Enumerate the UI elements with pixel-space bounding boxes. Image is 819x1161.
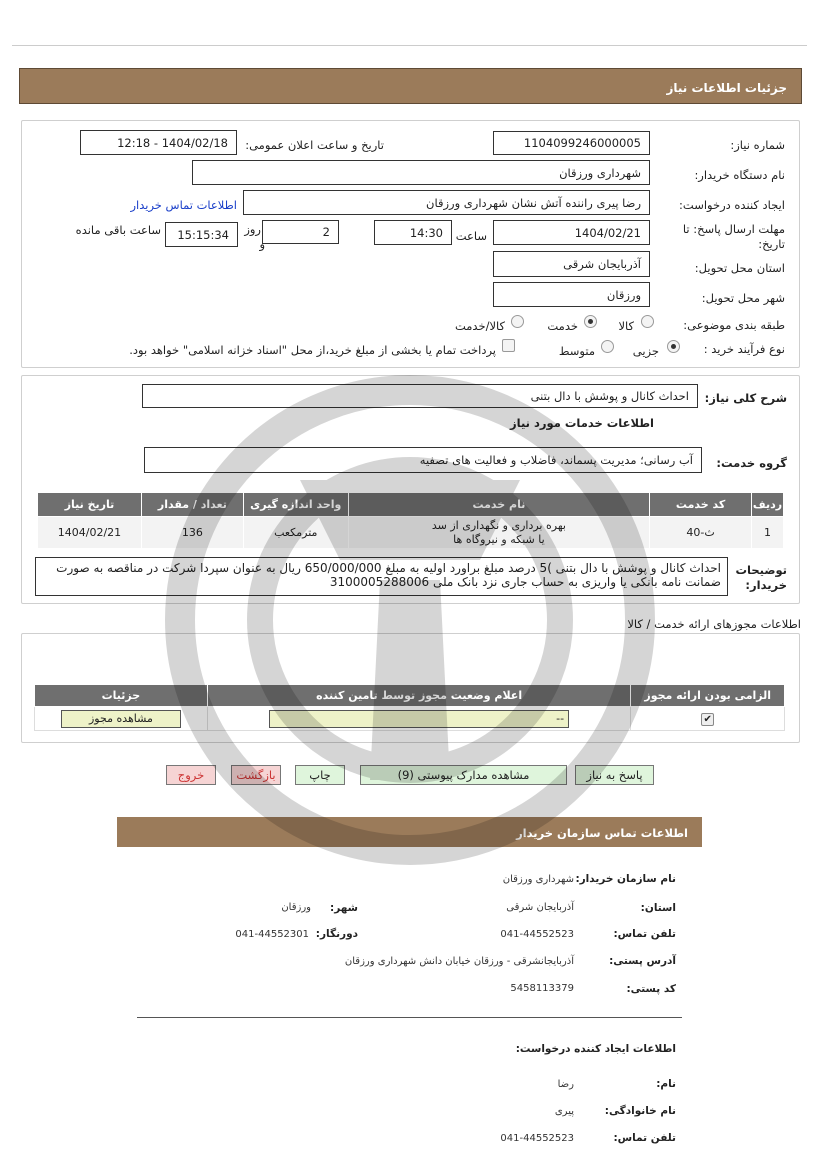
- col-row: ردیف: [752, 493, 784, 517]
- contact-province-value: آذربایجان شرقی: [506, 902, 574, 913]
- cell-code: ث-40: [650, 517, 752, 549]
- buyer-contact-link[interactable]: اطلاعات تماس خریدار: [130, 198, 237, 212]
- announce-date-label: تاریخ و ساعت اعلان عمومی:: [245, 138, 384, 152]
- province-field: آذربایجان شرقی: [493, 251, 650, 277]
- category-label: طبقه بندی موضوعی:: [683, 318, 785, 332]
- buyer-notes-box: احداث کانال و پوشش با دال بتنی )5 درصد مبلغ براورد اولیه به مبلغ 650/000/000 ریال به عنوان سپردا شرکت در مناقصه به صورت ضمانت نامه بانکی یا واریزی به حساب جاری نزد بانک ملی 3100005288006: [35, 557, 728, 596]
- col-date: تاریخ نیاز: [38, 493, 142, 517]
- license-required-cell: [631, 707, 785, 731]
- category-radio-goods[interactable]: [641, 315, 654, 328]
- back-button[interactable]: بازگشت: [231, 765, 281, 785]
- cell-name: [348, 517, 649, 549]
- creator-name-label: نام:: [656, 1078, 676, 1090]
- treasury-payment-checkbox[interactable]: [502, 339, 515, 352]
- category-radio-goods-service[interactable]: [511, 315, 524, 328]
- attachments-button[interactable]: مشاهده مدارک پیوستی (9): [360, 765, 567, 785]
- col-license-details: جزئیات: [35, 685, 208, 707]
- table-row: [35, 707, 785, 731]
- process-option-medium: متوسط: [558, 344, 595, 358]
- buyer-org-field: شهرداری ورزقان: [192, 160, 650, 185]
- contact-header: [117, 817, 702, 847]
- exit-button[interactable]: خروج: [166, 765, 216, 785]
- service-table: [37, 492, 784, 549]
- cell-unit: مترمکعب: [243, 517, 348, 549]
- creator-phone-value: 041-44552523: [500, 1133, 574, 1144]
- contact-phone-label: تلفن تماس:: [613, 928, 676, 940]
- col-license-required: الزامی بودن ارائه مجوز: [631, 685, 785, 707]
- cell-name-line1: بهره برداری و نگهداری از سد: [431, 519, 566, 533]
- col-qty: تعداد / مقدار: [141, 493, 243, 517]
- deadline-time-field: 14:30: [374, 220, 452, 245]
- creator-label: ایجاد کننده درخواست:: [679, 198, 785, 212]
- col-license-status: اعلام وضعیت مجوز توسط تامین کننده: [207, 685, 631, 707]
- contact-postal-label: کد پستی:: [626, 983, 676, 995]
- creator-family-label: نام خانوادگی:: [604, 1105, 676, 1117]
- process-radio-medium[interactable]: [601, 340, 614, 353]
- page-header: [19, 68, 802, 104]
- category-option-goods-service: کالا/خدمت: [454, 319, 505, 333]
- days-field: 2: [262, 220, 339, 244]
- reply-button[interactable]: پاسخ به نیاز: [575, 765, 654, 785]
- cell-row: 1: [752, 517, 784, 549]
- contact-address-value: آذربایجانشرقی - ورزقان خیابان دانش شهرداری ورزقان: [344, 956, 574, 967]
- license-table: [34, 684, 785, 731]
- service-group-label: گروه خدمت:: [716, 456, 787, 470]
- top-divider: [12, 45, 807, 46]
- process-label: نوع فرآیند خرید :: [703, 342, 785, 356]
- creator-phone-label: تلفن تماس:: [613, 1132, 676, 1144]
- day-label: روز: [244, 222, 261, 236]
- license-details-cell: [35, 707, 208, 731]
- summary-field: احداث کانال و پوشش با دال بتنی: [142, 384, 698, 408]
- creator-name-value: رضا: [557, 1079, 574, 1090]
- contact-city-label: شهر:: [330, 902, 358, 914]
- contact-fax-label: دورنگار:: [315, 928, 358, 940]
- col-name: نام خدمت: [348, 493, 649, 517]
- buyer-org-label: نام دستگاه خریدار:: [694, 168, 785, 182]
- print-button[interactable]: چاپ: [295, 765, 345, 785]
- province-label: استان محل تحویل:: [694, 261, 785, 275]
- license-required-checkbox[interactable]: ✔: [701, 713, 714, 726]
- process-radio-minor[interactable]: [667, 340, 680, 353]
- remaining-time-label: ساعت باقی مانده: [75, 223, 161, 237]
- cell-name-line2: یا شبکه و نیروگاه ها: [453, 532, 545, 546]
- contact-fax-value: 041-44552301: [235, 929, 309, 940]
- col-unit: واحد اندازه گیری: [243, 493, 348, 517]
- creator-family-value: پیری: [554, 1106, 574, 1117]
- process-option-minor: جزیی: [632, 344, 659, 358]
- contact-org-value: شهرداری ورزقان: [502, 874, 574, 885]
- buyer-notes-label: توضیحات خریدار:: [735, 563, 787, 592]
- contact-postal-value: 5458113379: [510, 983, 574, 994]
- need-number-field: 1104099246000005: [493, 131, 650, 155]
- view-license-button[interactable]: مشاهده مجوز: [61, 710, 181, 728]
- summary-label: شرح کلی نیاز:: [704, 391, 787, 405]
- contact-province-label: استان:: [640, 902, 676, 914]
- col-code: کد خدمت: [650, 493, 752, 517]
- need-number-label: شماره نیاز:: [730, 138, 785, 152]
- category-option-goods: کالا: [618, 319, 634, 333]
- service-table-header: [38, 493, 784, 517]
- creator-info-title: اطلاعات ایجاد کننده درخواست:: [515, 1043, 676, 1055]
- contact-title: اطلاعات تماس سازمان خریدار: [516, 826, 688, 840]
- city-field: ورزقان: [493, 282, 650, 307]
- city-label: شهر محل تحویل:: [701, 291, 785, 305]
- category-radio-service[interactable]: [584, 315, 597, 328]
- deadline-date-field: 1404/02/21: [493, 220, 650, 245]
- cell-date: 1404/02/21: [38, 517, 142, 549]
- contact-divider: [137, 1017, 682, 1018]
- license-status-field[interactable]: --: [269, 710, 569, 728]
- license-status-cell: [207, 707, 631, 731]
- category-option-service: خدمت: [547, 319, 578, 333]
- service-group-field: آب رسانی؛ مدیریت پسماند، فاضلاب و فعالیت های تصفیه: [144, 447, 702, 473]
- and-label: و: [259, 237, 265, 251]
- cell-qty: 136: [141, 517, 243, 549]
- creator-field: رضا پیری راننده آتش نشان شهرداری ورزقان: [243, 190, 650, 215]
- contact-org-label: نام سازمان خریدار:: [575, 873, 676, 885]
- services-title: اطلاعات خدمات مورد نیاز: [510, 416, 654, 430]
- contact-phone-value: 041-44552523: [500, 929, 574, 940]
- page-title: جزئیات اطلاعات نیاز: [666, 81, 787, 95]
- remaining-time-field: 15:15:34: [165, 222, 238, 247]
- licenses-title: اطلاعات مجوزهای ارائه خدمت / کالا: [627, 617, 801, 631]
- deadline-label: مهلت ارسال پاسخ: تا تاریخ:: [682, 222, 785, 251]
- contact-address-label: آدرس پستی:: [609, 955, 676, 967]
- contact-city-value: ورزقان: [281, 902, 311, 913]
- treasury-payment-note: پرداخت تمام یا بخشی از مبلغ خرید،از محل "اسناد خزانه اسلامی" خواهد بود.: [129, 343, 496, 357]
- deadline-time-label: ساعت: [455, 229, 487, 243]
- announce-date-field: 1404/02/18 - 12:18: [80, 130, 237, 155]
- license-table-header: [35, 685, 785, 707]
- table-row: [38, 517, 784, 549]
